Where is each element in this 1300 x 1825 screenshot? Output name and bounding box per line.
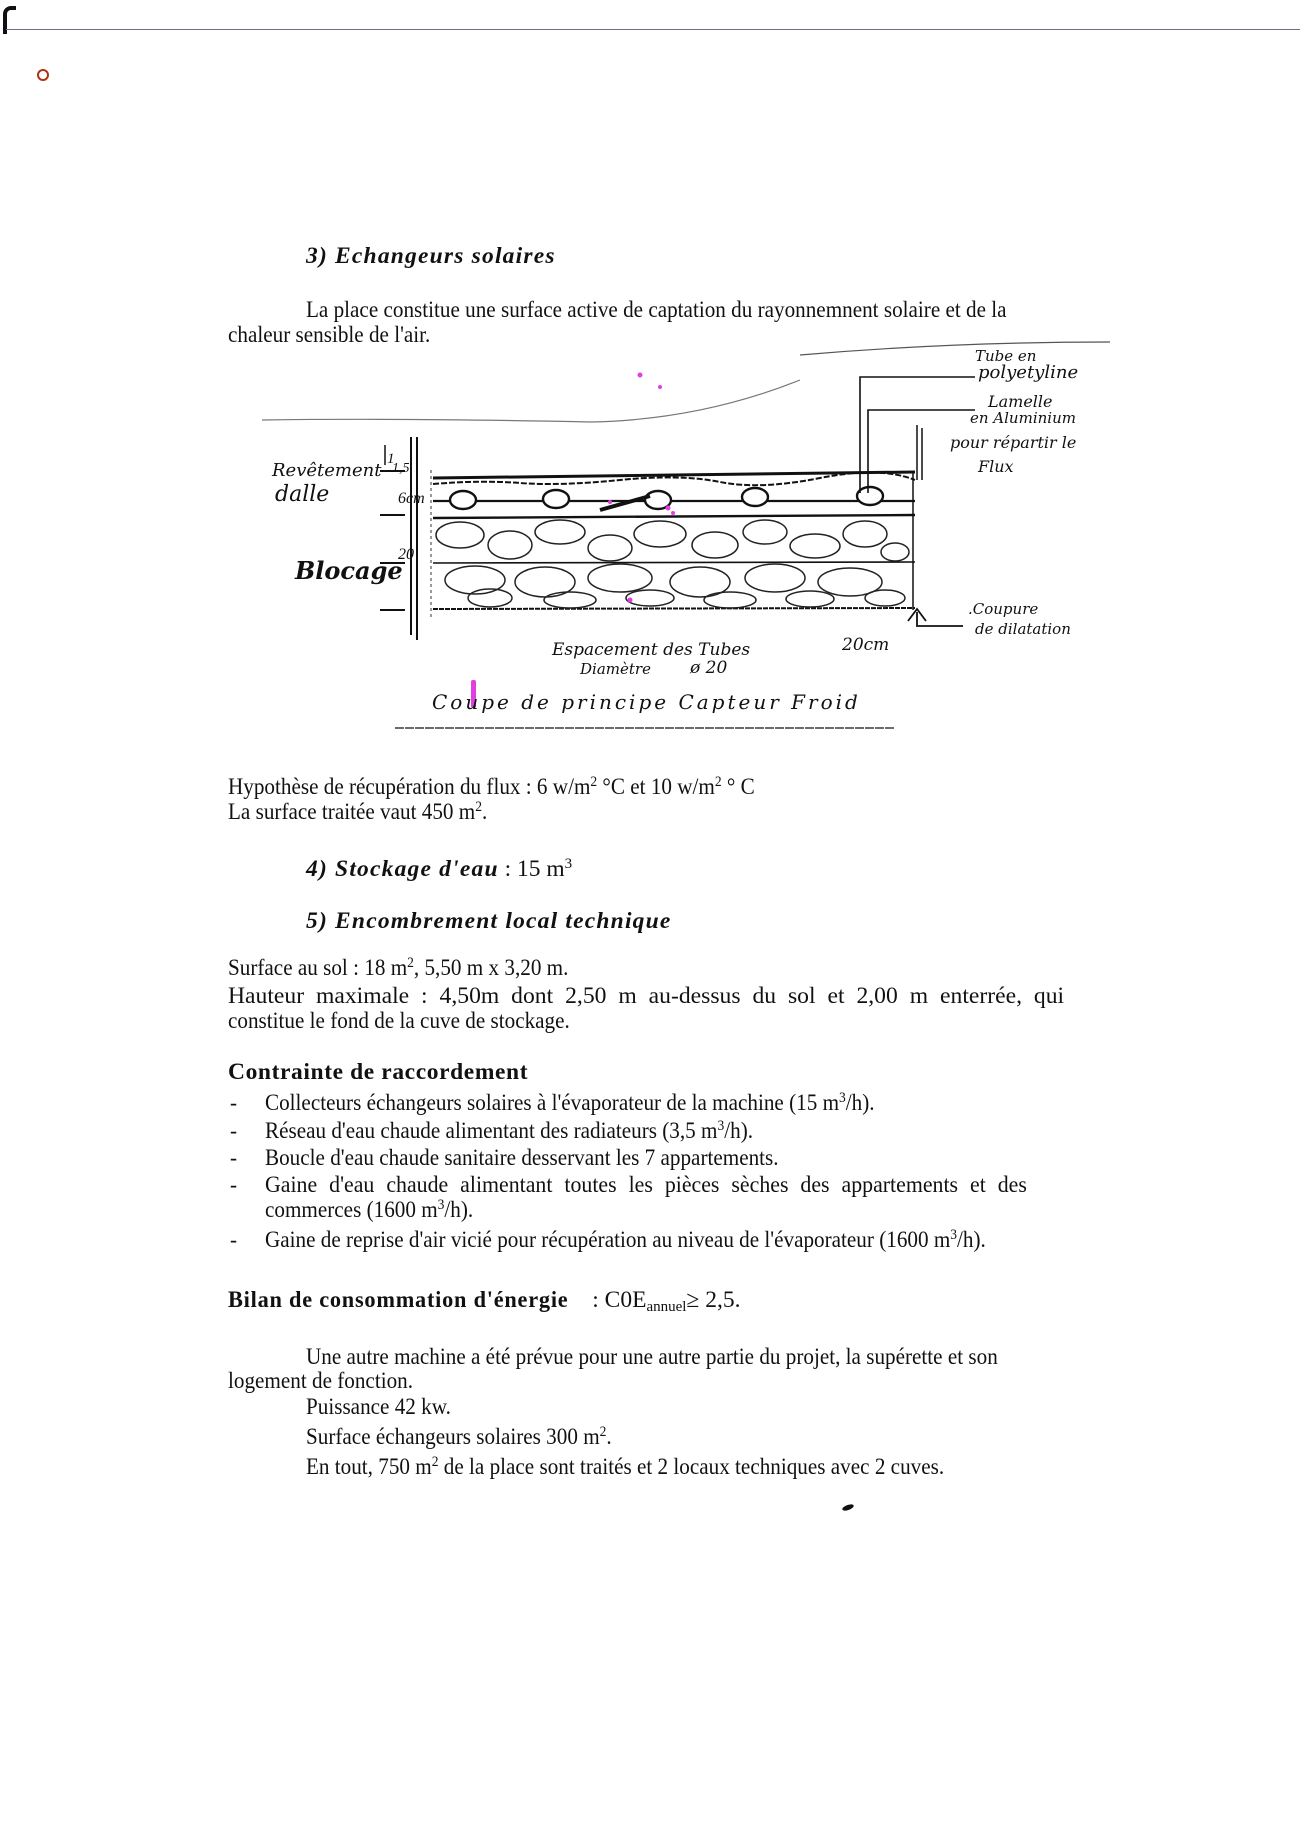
contrainte-item: Gaine de reprise d'air vicié pour récupération au niveau de l'évaporateur (1600 $m^3/h$). (265, 1227, 986, 1253)
dim-6cm-label: 6cm (398, 490, 425, 507)
hauteur-line-1: Hauteur maximale : 4,50m dont 2,50 m au-dessus du sol et 2,00 m enterrée, qui (228, 983, 1065, 1009)
surface-au-sol-line: Surface au sol : 18 $m^2$, 5,50 m x 3,20 m. (228, 955, 569, 981)
contrainte-item: Gaine d'eau chaude alimentant toutes les pièces sèches des appartements et des (265, 1172, 1027, 1198)
surface-traitee-line: La surface traitée vaut 450 $m^2$. (228, 799, 488, 825)
label-diametre-value: ø 20 (690, 658, 728, 678)
label-lamelle-line-1: Lamelle (988, 392, 1053, 411)
contrainte-item: Collecteurs échangeurs solaires à l'évaporateur de la machine (15 $m^3/h$). (265, 1090, 875, 1116)
hauteur-line-2: constitue le fond de la cuve de stockage. (228, 1008, 570, 1034)
ground-line-right (800, 342, 1110, 355)
label-tube-line-2: polyetyline (978, 362, 1079, 383)
blocage-stones (436, 520, 909, 608)
punch-hole-mark (37, 69, 49, 81)
contrainte-item: Réseau d'eau chaude alimentant des radiateurs (3,5 $m^3/h$). (265, 1118, 754, 1144)
section-3-heading: 3) Echangeurs solaires (306, 243, 556, 269)
ground-line-left (262, 380, 800, 422)
diagram-caption: Coupe de principe Capteur Froid (432, 690, 861, 714)
autre-machine-line-1: Une autre machine a été prévue pour une autre partie du projet, la supérette et son (306, 1344, 998, 1370)
tube-2 (543, 490, 569, 508)
hypothese-line: Hypothèse de récupération du flux : 6 $w/m^2$ °C et 10 $w/m^2$ ° C (228, 774, 755, 800)
autre-machine-line-2: logement de fonction. (228, 1368, 414, 1394)
section-4-line: 4) Stockage d'eau : 15 $m^3$ (306, 856, 573, 882)
bilan-heading: Bilan de consommation d'énergie (228, 1287, 569, 1313)
label-lamelle-line-2: en Aluminium (970, 409, 1076, 427)
bullet-dash: - (230, 1090, 238, 1116)
bilan-line: Bilan de consommation d'énergie : $C0E_{annuel}\ge 2,5$. (228, 1287, 741, 1315)
label-lamelle-line-3: pour répartir le (950, 433, 1077, 452)
label-espacement-value: 20cm (842, 635, 890, 655)
label-dalle: dalle (275, 482, 330, 507)
tube-1 (450, 491, 476, 509)
label-coupure-line-2: de dilatation (975, 620, 1071, 638)
bullet-dash: - (230, 1227, 238, 1253)
en-tout-line: En tout, 750 $m^2$ de la place sont traités et 2 locaux techniques avec 2 cuves. (306, 1454, 945, 1480)
section-3-paragraph-line-2: chaleur sensible de l'air. (228, 322, 431, 348)
tube-4 (742, 488, 768, 506)
dim-1-label: 1 (387, 451, 395, 467)
label-tube-line-1: Tube en (975, 347, 1037, 365)
dim-1-5-label: 1,5 (392, 461, 410, 476)
top-rule (6, 29, 1300, 30)
label-coupure-line-1: .Coupure (968, 600, 1039, 618)
puissance-line: Puissance 42 kw. (306, 1394, 451, 1420)
section-4-heading: 4) Stockage d'eau (306, 856, 499, 882)
label-espacement: Espacement des Tubes (552, 640, 751, 660)
label-blocage: Blocage (295, 556, 403, 585)
bullet-dash: - (230, 1118, 238, 1144)
section-3-paragraph-line-1: La place constitue une surface active de captation du rayonnemnent solaire et de la (306, 297, 1007, 323)
ink-mark (842, 1503, 855, 1512)
dim-20-label: 20 (398, 546, 414, 563)
bullet-dash: - (230, 1145, 238, 1171)
label-diametre: Diamètre (580, 660, 651, 678)
contrainte-heading: Contrainte de raccordement (228, 1059, 529, 1085)
section-5-heading: 5) Encombrement local technique (306, 908, 672, 934)
capteur-froid-section-diagram (0, 330, 1300, 750)
surface-echangeurs-line: Surface échangeurs solaires 300 $m^2$. (306, 1424, 612, 1450)
contrainte-item-continued: commerces (1600 $m^3/h$). (265, 1197, 474, 1223)
tube-5 (857, 487, 883, 505)
bullet-dash: - (230, 1172, 238, 1198)
label-revetement: Revêtement (272, 460, 382, 481)
label-lamelle-line-4: Flux (978, 457, 1014, 476)
slab-bottom-line (433, 515, 915, 518)
contrainte-item: Boucle d'eau chaude sanitaire desservant les 7 appartements. (265, 1145, 779, 1171)
